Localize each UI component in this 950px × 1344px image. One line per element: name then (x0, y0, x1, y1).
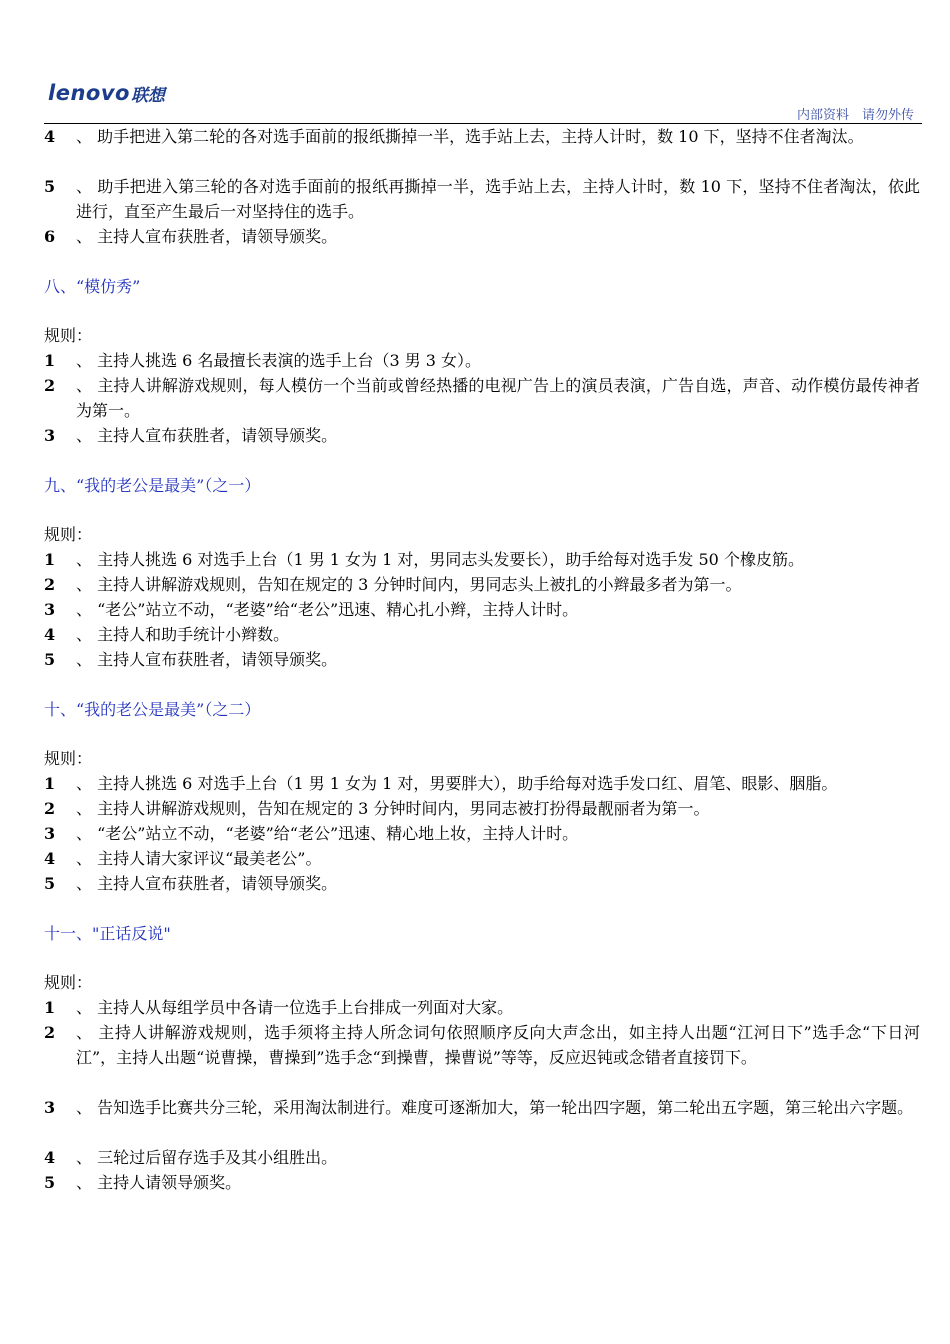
item-number: 2 (44, 376, 56, 395)
item-number: 5 (44, 650, 56, 669)
item-text: 、 主持人宣布获胜者，请领导颁奖。 (76, 650, 338, 669)
item-text: 、 主持人宣布获胜者，请领导颁奖。 (76, 426, 338, 445)
item-number: 4 (44, 849, 56, 868)
section-title: 九、“我的老公是最美”（之一） (44, 476, 261, 495)
list-item (44, 373, 920, 423)
item-number: 6 (44, 227, 56, 246)
logo-wordmark: lenovo (48, 81, 130, 105)
list-item (44, 224, 920, 249)
list-item (44, 1170, 920, 1195)
page-header (44, 82, 922, 126)
rule-label: 规则： (44, 326, 93, 345)
item-number: 1 (44, 998, 56, 1017)
item-number: 5 (44, 1173, 56, 1192)
item-text: 、 “老公”站立不动，“老婆”给“老公”迅速、精心地上妆，主持人计时。 (76, 824, 579, 843)
item-number: 2 (44, 1023, 56, 1042)
item-text: 、 主持人挑选 6 对选手上台（1 男 1 女为 1 对，男同志头发要长），助手给每对选手发 50 个橡皮筋。 (76, 550, 804, 569)
list-item (44, 1145, 920, 1170)
item-number: 3 (44, 426, 56, 445)
list-item (44, 647, 920, 672)
item-text: 、 主持人宣布获胜者，请领导颁奖。 (76, 227, 338, 246)
item-number: 5 (44, 874, 56, 893)
rule-label: 规则： (44, 973, 93, 992)
list-item (44, 871, 920, 896)
item-text: 、 主持人讲解游戏规则，告知在规定的 3 分钟时间内，男同志头上被扎的小辫最多者为第一。 (76, 575, 742, 594)
lenovo-logo (48, 82, 165, 104)
item-number: 2 (44, 575, 56, 594)
item-text: 、 主持人请大家评议“最美老公”。 (76, 849, 322, 868)
list-item (44, 995, 920, 1020)
item-text: 、 主持人请领导颁奖。 (76, 1173, 242, 1192)
list-item (44, 1020, 920, 1070)
item-number: 3 (44, 824, 56, 843)
item-number: 4 (44, 127, 56, 146)
list-item (44, 622, 920, 647)
item-number: 3 (44, 1098, 56, 1117)
item-text: 、 三轮过后留存选手及其小组胜出。 (76, 1148, 338, 1167)
item-number: 3 (44, 600, 56, 619)
item-text: 、 主持人讲解游戏规则，每人模仿一个当前或曾经热播的电视广告上的演员表演，广告自选，声音、动作模仿最传神者为第一。 (76, 376, 920, 420)
list-item (44, 846, 920, 871)
item-text: 、 主持人讲解游戏规则，告知在规定的 3 分钟时间内，男同志被打扮得最靓丽者为第一。 (76, 799, 710, 818)
list-item (44, 572, 920, 597)
logo-chinese: 联想 (130, 85, 165, 106)
list-item (44, 348, 920, 373)
section-title: 十、“我的老公是最美”（之二） (44, 700, 261, 719)
item-text: 、 告知选手比赛共分三轮，采用淘汰制进行。难度可逐渐加大，第一轮出四字题，第二轮出五字题，第三轮出六字题。 (76, 1098, 914, 1117)
item-number: 4 (44, 625, 56, 644)
list-item (44, 597, 920, 622)
item-number: 1 (44, 774, 56, 793)
item-text: 、 主持人挑选 6 对选手上台（1 男 1 女为 1 对，男要胖大），助手给每对选手发口红、眉笔、眼影、胭脂。 (76, 774, 838, 793)
section-title: 十一、"正话反说" (44, 924, 171, 943)
item-text: 、 主持人挑选 6 名最擅长表演的选手上台（3 男 3 女）。 (76, 351, 482, 370)
item-number: 1 (44, 351, 56, 370)
item-number: 1 (44, 550, 56, 569)
list-item (44, 1095, 920, 1120)
section-title: 八、“模仿秀” (44, 277, 141, 296)
item-text: 、 “老公”站立不动，“老婆”给“老公”迅速、精心扎小辫，主持人计时。 (76, 600, 579, 619)
rule-label: 规则： (44, 525, 93, 544)
list-item (44, 174, 920, 224)
item-text: 、 助手把进入第二轮的各对选手面前的报纸撕掉一半，选手站上去，主持人计时，数 10 下，坚持不住者淘汰。 (76, 127, 864, 146)
list-item (44, 124, 920, 149)
list-item (44, 821, 920, 846)
item-number: 5 (44, 177, 56, 196)
item-number: 2 (44, 799, 56, 818)
rule-label: 规则： (44, 749, 93, 768)
list-item (44, 796, 920, 821)
list-item (44, 423, 920, 448)
item-number: 4 (44, 1148, 56, 1167)
item-text: 、 主持人讲解游戏规则，选手须将主持人所念词句依照顺序反向大声念出，如主持人出题“江河日下”选手念“下日河江”，主持人出题“说曹操，曹操到”选手念“到操曹，操曹说”等等，反应迟钝或念错者直接罚下。 (76, 1023, 920, 1067)
confidential-note: 内部资料 请勿外传 (796, 108, 914, 123)
item-text: 、 主持人宣布获胜者，请领导颁奖。 (76, 874, 338, 893)
item-text: 、 主持人和助手统计小辫数。 (76, 625, 290, 644)
item-text: 、 助手把进入第三轮的各对选手面前的报纸再撕掉一半，选手站上去，主持人计时，数 10 下，坚持不住者淘汰，依此进行，直至产生最后一对坚持住的选手。 (76, 177, 920, 221)
item-text: 、 主持人从每组学员中各请一位选手上台排成一列面对大家。 (76, 998, 514, 1017)
list-item (44, 547, 920, 572)
list-item (44, 771, 920, 796)
